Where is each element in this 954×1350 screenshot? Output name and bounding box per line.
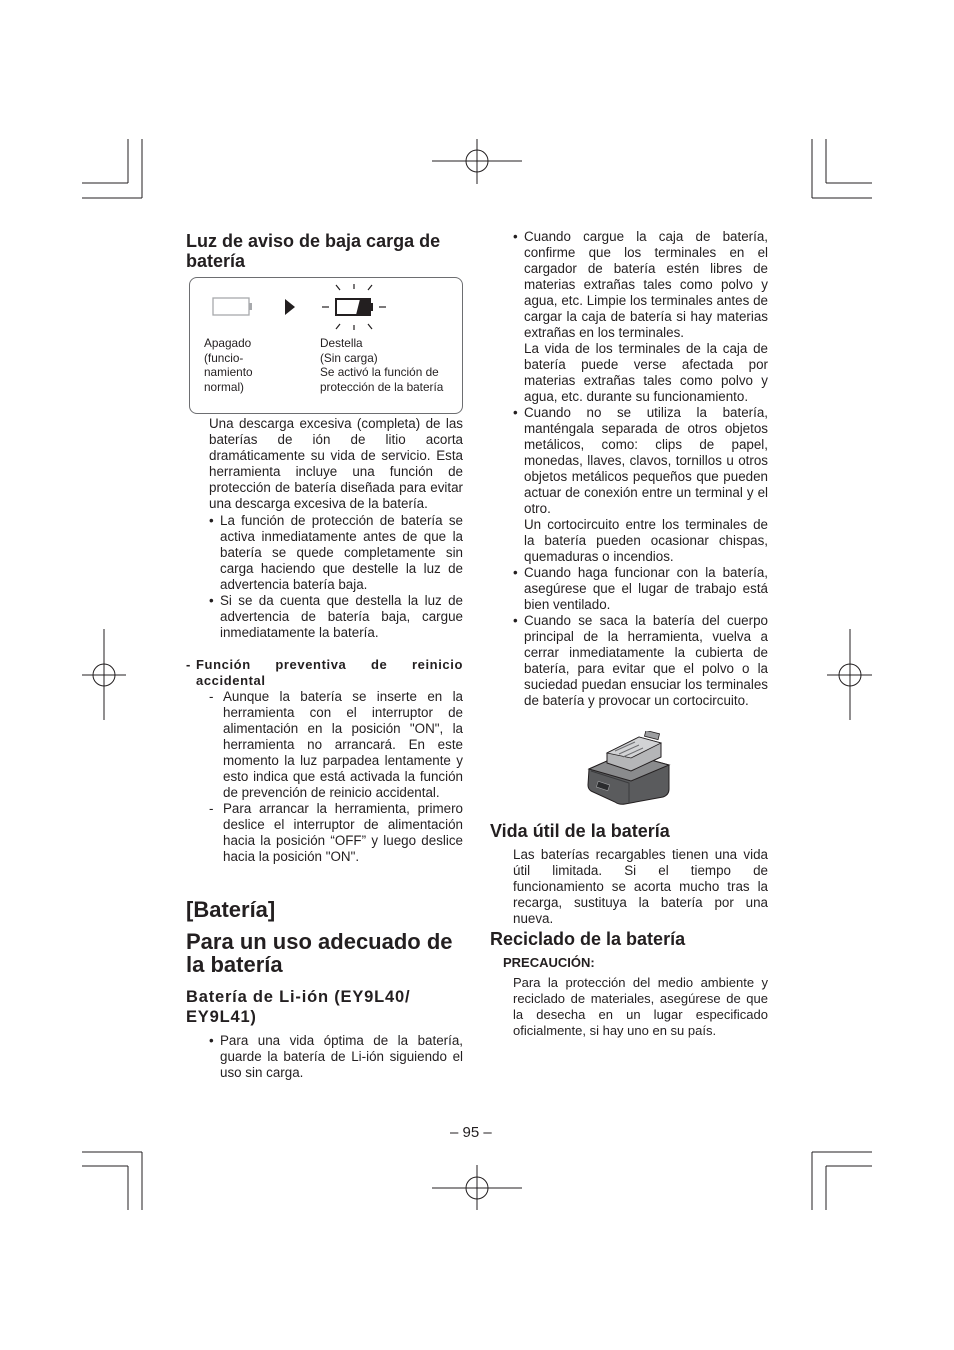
- li-ion-subtitle: Batería de Li-ión (EY9L40/ EY9L41): [186, 988, 411, 1026]
- restart-prevention-heading: [186, 657, 463, 689]
- list-item-text: Si se da cuenta que destella la luz de advertencia de batería baja, cargue inmediatamente la batería.: [220, 593, 463, 640]
- bullet-symbol: •: [513, 405, 518, 420]
- indicator-off-label: Apagado (funcio- namiento normal): [204, 336, 253, 394]
- list-item-text: Cuando se saca la batería del cuerpo principal de la herramienta, vuelva a cerrar inmediatamente la cubierta de batería, para evitar que el polvo o la suciedad puedan ensuciar los terminales de batería y provocar un cortocircuito.: [524, 613, 768, 708]
- battery-usage-title: Para un uso adecuado de la batería: [186, 929, 453, 977]
- battery-main-title: [Batería]: [186, 897, 276, 922]
- list-item: [209, 593, 463, 641]
- heading-dash: -: [186, 657, 191, 672]
- list-item-text: Cuando no se utiliza la batería, manténgala separada de otros objetos metálicos, como: clips de papel, monedas, llaves, clavos, tornillos u otros objetos metálicos pequeños que pueden actuar de conexión entre un terminal y el otro.: [524, 405, 768, 516]
- battery-flashing-icon: [320, 284, 390, 332]
- bullet-symbol: •: [513, 613, 518, 628]
- battery-life-text: Las baterías recargables tienen una vida útil limitada. Si el tiempo de funcionamiento se acorta mucho tras la recarga, sustituya la batería por una nueva.: [513, 847, 768, 926]
- dash-symbol: -: [209, 689, 214, 704]
- restart-items: [209, 689, 463, 865]
- battery-care-bullets: [513, 229, 768, 709]
- list-item: [209, 513, 463, 593]
- triangle-right-icon: [284, 299, 296, 315]
- page-number: – 95 –: [450, 1124, 492, 1141]
- list-item: [513, 405, 768, 565]
- battery-life-title: Vida útil de la batería: [490, 821, 670, 841]
- bullet-symbol: •: [513, 229, 518, 244]
- low-battery-title: Luz de aviso de baja carga de batería: [186, 231, 441, 271]
- list-item-text: Cuando haga funcionar con la batería, asegúrese que el lugar de trabajo está bien ventilado.: [524, 565, 768, 612]
- list-item: [209, 1033, 463, 1081]
- low-battery-indicator-diagram: [189, 277, 463, 414]
- list-item: [513, 613, 768, 709]
- restart-heading-text: Función preventiva de reinicio accidental: [196, 657, 463, 688]
- list-item-text: La función de protección de batería se activa inmediatamente antes de que la batería se quede completamente sin carga haciendo que destelle la luz de advertencia batería baja.: [220, 513, 463, 592]
- low-battery-bullets: [209, 513, 463, 641]
- li-ion-bullets: [209, 1033, 463, 1081]
- low-battery-intro: Una descarga excesiva (completa) de las baterías de ión de litio acorta dramáticamente su vida de servicio. Esta herramienta incluye una función de protección de batería diseñada para evitar una descarga excesiva de la batería.: [209, 416, 463, 511]
- list-item-text: Para arrancar la herramienta, primero deslice el interruptor de alimentación hacia la posición “OFF” y luego deslice hacia la posición "ON".: [223, 801, 463, 864]
- list-item-text: La vida de los terminales de la caja de batería puede verse afectada por materias extrañas tales como polvo y agua, etc. durante su funcionamiento.: [524, 341, 768, 404]
- bullet-symbol: •: [209, 593, 214, 608]
- recycling-title: Reciclado de la batería: [490, 929, 686, 949]
- list-item: [209, 689, 463, 801]
- dash-symbol: -: [209, 801, 214, 816]
- indicator-flash-label: Destella (Sin carga) Se activó la función de protección de la batería: [320, 336, 444, 394]
- bullet-symbol: •: [513, 565, 518, 580]
- battery-pack-illustration: [585, 731, 673, 805]
- list-item-text: Un cortocircuito entre los terminales de la batería pueden ocasionar chispas, quemaduras o incendios.: [524, 517, 768, 564]
- battery-empty-outline-icon: [212, 295, 254, 319]
- caution-label: PRECAUCIÓN:: [503, 955, 595, 970]
- recycling-text: Para la protección del medio ambiente y reciclado de materiales, asegúrese de que la desecha en un lugar especificado oficialmente, si hay uno en su país.: [513, 975, 768, 1038]
- list-item-text: Cuando cargue la caja de batería, confirme que los terminales en el cargador de batería estén libres de materias extrañas tales como polvo y agua, etc. Limpie los terminales antes de cargar la caja de batería si hay materias extrañas en los terminales.: [524, 229, 768, 340]
- bullet-symbol: •: [209, 513, 214, 528]
- list-item: [209, 801, 463, 865]
- list-item: [513, 229, 768, 405]
- list-item: [513, 565, 768, 613]
- list-item-text: Aunque la batería se inserte en la herramienta con el interruptor de alimentación en la posición "ON", la herramienta no arrancará. En este momento la luz parpadea lentamente y esto indica que está activada la función de prevención de reinicio accidental.: [223, 689, 463, 800]
- bullet-symbol: •: [209, 1033, 214, 1048]
- list-item-text: Para una vida óptima de la batería, guarde la batería de Li-ión siguiendo el uso sin carga.: [220, 1033, 463, 1080]
